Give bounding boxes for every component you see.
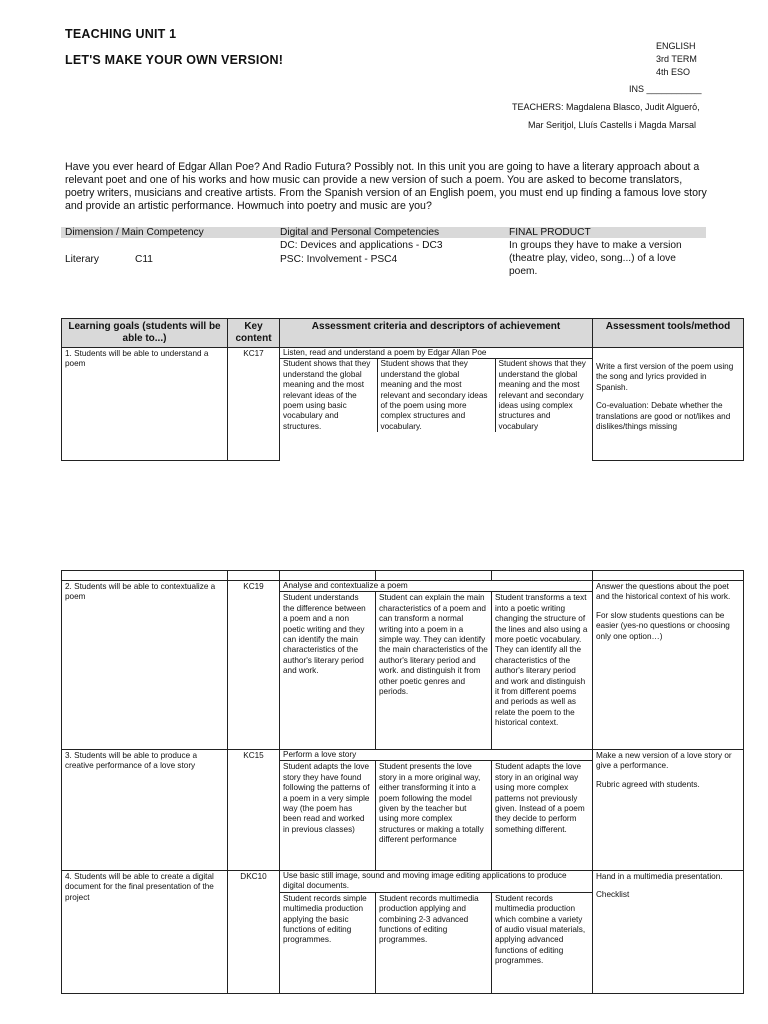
unit-title: TEACHING UNIT 1 <box>65 27 177 41</box>
table-row <box>62 581 744 592</box>
goal-cell: 4. Students will be able to create a digital document for the final presentation of the project <box>62 871 228 994</box>
term-label: 3rd TERM <box>656 54 697 64</box>
final-product-text: In groups they have to make a version (theatre play, video, song...) of a love poem. <box>509 240 682 277</box>
tools-cell <box>593 871 744 994</box>
goal-cell: 2. Students will be able to contextualize a poem <box>62 581 228 750</box>
tool-text-2: For slow students questions can be easier (yes-no questions or choosing only one option…) <box>596 610 730 641</box>
header-key-content: Key content <box>228 319 280 348</box>
table-row <box>62 348 744 359</box>
psc-competency: PSC: Involvement - PSC4 <box>280 254 398 265</box>
criterion-cell: Analyse and contextualize a poem <box>280 581 593 592</box>
tool-text-1: Hand in a multimedia presentation. <box>596 872 723 881</box>
intro-paragraph: Have you ever heard of Edgar Allan Poe? And Radio Futura? Possibly not. In this unit you are going to have a literary approach about a relevant poet and one of his works and how music can provide a new version of such a poem. You are asked to become translators, poetry writers, musicians and creative artists. From the Spanish version of an English poem, you must end up finding a famous love story and provide an artistic performance. Howmuch into poetry and music are you? <box>65 161 707 212</box>
descriptor-advanced: Student transforms a text into a poetic writing changing the structure of the lines and also using a more poetic vocabulary. They can identify all the characteristics of the author's literary period and work and distinguish it from different poems and periods as well as relate the poem to the historical context. <box>492 592 593 750</box>
main-competency-value: C11 <box>135 254 153 265</box>
descriptor-intermediate: Student records multimedia production applying and combining 2-3 advanced functions of editing programmes. <box>376 892 492 993</box>
tools-cell <box>593 750 744 871</box>
descriptor-basic: Student understands the difference between a poem and a non poetic writing and they can identify the main characteristics of the author's literary period and work. <box>280 592 376 750</box>
tool-text-2: Co-evaluation: Debate whether the translations are good or not/likes and dislikes/things missing <box>596 401 731 432</box>
descriptor-advanced: Student records multimedia production which combine a variety of audio visual materials, applying advanced functions of editing programmes. <box>492 892 593 993</box>
descriptor-intermediate: Student shows that they understand the global meaning and the most relevant and secondary ideas of the poem using more complex structures and vocabulary. <box>377 359 495 432</box>
teachers-line-2: Mar Seritjol, Lluís Castells i Magda Marsal <box>528 120 697 130</box>
table-row <box>62 871 744 893</box>
tool-text-1: Make a new version of a love story or give a performance. <box>596 751 732 771</box>
ins-label: INS ___________ <box>629 84 702 94</box>
tool-text-2: Checklist <box>596 890 630 900</box>
competency-col2-header: Digital and Personal Competencies <box>280 227 440 238</box>
key-content-cell: KC19 <box>228 581 280 750</box>
key-content-cell: KC17 <box>228 348 280 461</box>
header-assessment-criteria: Assessment criteria and descriptors of achievement <box>280 319 593 348</box>
descriptor-group <box>280 359 593 461</box>
descriptor-basic: Student adapts the love story they have found following the patterns of a poem in a very simple way (the poem has been read and worked in previous classes) <box>280 761 376 871</box>
descriptor-advanced: Student shows that they understand the global meaning and the most relevant and secondary ideas using complex structures and vocabulary <box>498 359 586 431</box>
tool-text-1: Answer the questions about the poet and the historical context of his work. <box>596 582 731 602</box>
criterion-cell: Use basic still image, sound and moving image editing applications to produce digital documents. <box>280 871 593 893</box>
tool-text-1: Write a first version of the poem using the song and lyrics provided in Spanish. <box>596 362 734 392</box>
goal-cell: 3. Students will be able to produce a creative performance of a love story <box>62 750 228 871</box>
assessment-table-1 <box>61 318 744 461</box>
competency-col3-header: FINAL PRODUCT <box>509 227 591 238</box>
level-label: 4th ESO <box>656 67 691 77</box>
subject-label: ENGLISH <box>656 41 696 51</box>
tools-cell <box>593 348 744 461</box>
criterion-cell: Perform a love story <box>280 750 593 761</box>
dimension-value: Literary <box>65 254 99 265</box>
criterion-cell: Listen, read and understand a poem by Edgar Allan Poe <box>280 348 593 359</box>
competency-col1-header: Dimension / Main Competency <box>65 227 204 238</box>
descriptor-basic: Student shows that they understand the global meaning and the most relevant ideas of the poem using basic vocabulary and structures. <box>280 359 377 432</box>
descriptor-basic: Student records simple multimedia production applying the basic functions of editing programmes. <box>280 892 376 993</box>
descriptor-intermediate: Student presents the love story in a more original way, either transforming it into a poem following the model given by the teacher but using more complex structures or making a totally different performance <box>376 761 492 871</box>
table-row <box>62 750 744 761</box>
descriptor-intermediate: Student can explain the main characteristics of a poem and can transform a normal writing into a poem in a simple way. They can identify the main characteristics of the author's literary period and work. and distinguish it from other poetic genres and periods. <box>376 592 492 750</box>
goal-cell: 1. Students will be able to understand a poem <box>62 348 228 461</box>
page-title: LET'S MAKE YOUR OWN VERSION! <box>65 53 284 67</box>
assessment-table-2 <box>61 570 744 994</box>
dc-competency: DC: Devices and applications - DC3 <box>280 240 443 251</box>
header-learning-goals: Learning goals (students will be able to...) <box>62 319 228 348</box>
key-content-cell: KC15 <box>228 750 280 871</box>
key-content-cell: DKC10 <box>228 871 280 994</box>
tool-text-2: Rubric agreed with students. <box>596 779 700 789</box>
header-assessment-tools: Assessment tools/method <box>593 319 744 348</box>
teachers-line-1: TEACHERS: Magdalena Blasco, Judit Alguerό, <box>512 102 700 112</box>
tools-cell <box>593 581 744 750</box>
descriptor-advanced: Student adapts the love story in an original way using more complex patterns not previously given. Instead of a poem they decide to perform something different. <box>492 761 593 871</box>
